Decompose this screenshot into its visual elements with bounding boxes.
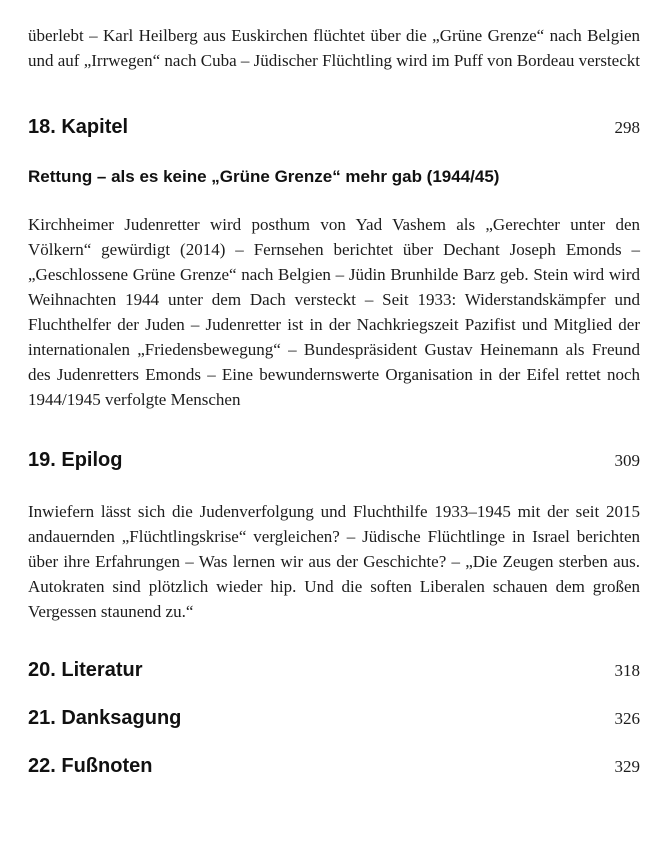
- chapter-18-subtitle: Rettung – als es keine „Grüne Grenze“ mehr gab (1944/45): [28, 167, 500, 186]
- chapter-19-summary: Inwiefern lässt sich die Judenverfolgung und Fluchthilfe 1933–1945 mit der seit 2015 andauernden „Flüchtlingskrise“ vergleichen? – Jüdische Flüchtlinge in Israel berichten über ihre Erfahrungen – Was lernen wir aus der Geschichte? – „Die Zeugen sterben aus. Autokraten sind plötzlich wieder hip. Und die soften Liberalen schauen dem großen Vergessen staunend zu.“: [28, 502, 640, 621]
- chapter-18-title: 18. Kapitel: [28, 116, 129, 138]
- chapter-20-title: 20. Literatur: [28, 659, 143, 681]
- chapter-19-page-number: 309: [614, 451, 640, 470]
- chapter-21-page-number: 326: [614, 709, 640, 728]
- chapter-22-page-number: 329: [614, 757, 640, 776]
- chapter-19-title: 19. Epilog: [28, 449, 123, 471]
- toc-entry-chapter-18: [28, 115, 640, 140]
- chapter-18-page-number: 298: [614, 118, 640, 137]
- chapter-18-summary: Kirchheimer Judenretter wird posthum von Yad Vashem als „Gerechter unter den Völkern“ gewürdigt (2014) – Fernsehen berichtet über Dechant Joseph Emonds – „Geschlossene Grüne Grenze“ nach Belgien – Jüdin Brunhilde Barz geb. Stein wird wird Weihnachten 1944 unter dem Dach versteckt – Seit 1933: Widerstandskämpfer und Fluchthelfer der Juden – Judenretter ist in der Nachkriegszeit Pazifist und Mitglied der internationalen „Friedensbewegung“ – Bundespräsident Gustav Heinemann als Freund des Judenretters Emonds – Eine bewundernswerte Organisation in der Eifel rettet noch 1944/1945 verfolgte Menschen: [28, 215, 640, 409]
- chapter-21-title: 21. Danksagung: [28, 707, 182, 729]
- toc-entry-chapter-21: [28, 706, 640, 731]
- chapter-22-title: 22. Fußnoten: [28, 755, 153, 777]
- toc-entry-chapter-19: [28, 448, 640, 473]
- toc-entry-chapter-20: [28, 658, 640, 683]
- intro-paragraph: überlebt – Karl Heilberg aus Euskirchen flüchtet über die „Grüne Grenze“ nach Belgien und auf „Irrwegen“ nach Cuba – Jüdischer Flüchtling wird im Puff von Bordeau versteckt: [28, 26, 640, 70]
- toc-entry-chapter-22: [28, 754, 640, 779]
- chapter-20-page-number: 318: [614, 661, 640, 680]
